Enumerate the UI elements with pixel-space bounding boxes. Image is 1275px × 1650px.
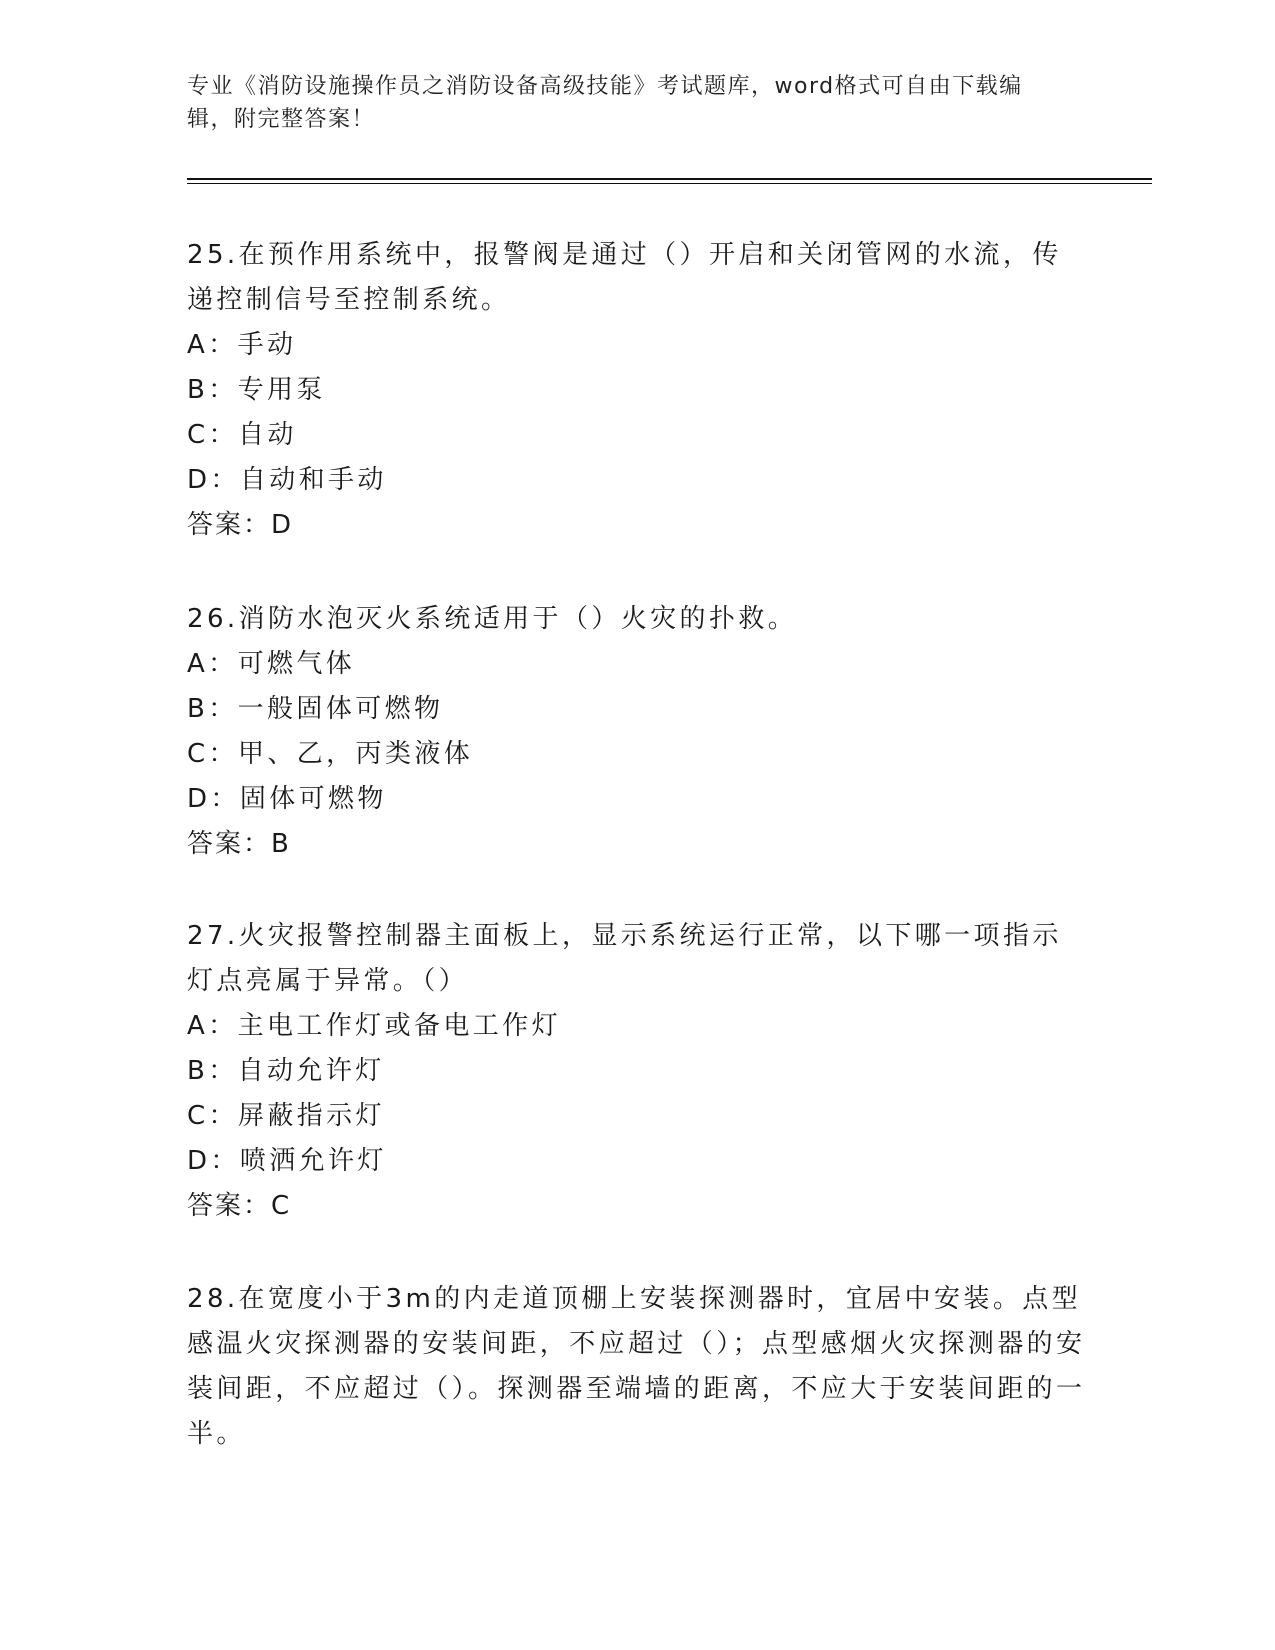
question-25	[187, 233, 1087, 548]
option-c: C：屏蔽指示灯	[187, 1101, 385, 1131]
option-d: D：喷洒允许灯	[187, 1146, 387, 1176]
option-c: C：自动	[187, 420, 297, 450]
option-a: A：可燃气体	[187, 649, 356, 679]
option-b: B：一般固体可燃物	[187, 694, 444, 724]
question-28	[187, 1277, 1087, 1457]
answer: 答案：C	[187, 1191, 292, 1221]
question-27	[187, 914, 1087, 1229]
question-stem: 26.消防水泡灭火系统适用于（）火灾的扑救。	[187, 604, 798, 634]
answer: 答案：B	[187, 829, 291, 859]
question-stem: 25.在预作用系统中，报警阀是通过（）开启和关闭管网的水流，传递控制信号至控制系统。	[187, 240, 1062, 315]
option-c: C：甲、乙，丙类液体	[187, 739, 474, 769]
option-d: D：自动和手动	[187, 465, 387, 495]
header-divider-thick	[187, 178, 1152, 180]
header-divider-thin	[187, 183, 1152, 184]
question-stem: 28.在宽度小于3m的内走道顶棚上安装探测器时，宜居中安装。点型感温火灾探测器的安装间距，不应超过（）；点型感烟火灾探测器的安装间距，不应超过（）。探测器至端墙的距离，不应大于安装间距的一半。	[187, 1284, 1086, 1449]
option-a: A：主电工作灯或备电工作灯	[187, 1011, 561, 1041]
option-b: B：专用泵	[187, 375, 326, 405]
option-a: A：手动	[187, 330, 297, 360]
question-26	[187, 597, 1087, 867]
question-stem: 27.火灾报警控制器主面板上，显示系统运行正常，以下哪一项指示灯点亮属于异常。（）	[187, 921, 1062, 996]
option-b: B：自动允许灯	[187, 1056, 385, 1086]
answer: 答案：D	[187, 510, 294, 540]
document-header: 专业《消防设施操作员之消防设备高级技能》考试题库，word格式可自由下载编辑，附完整答案！	[187, 74, 1023, 132]
option-d: D：固体可燃物	[187, 784, 387, 814]
